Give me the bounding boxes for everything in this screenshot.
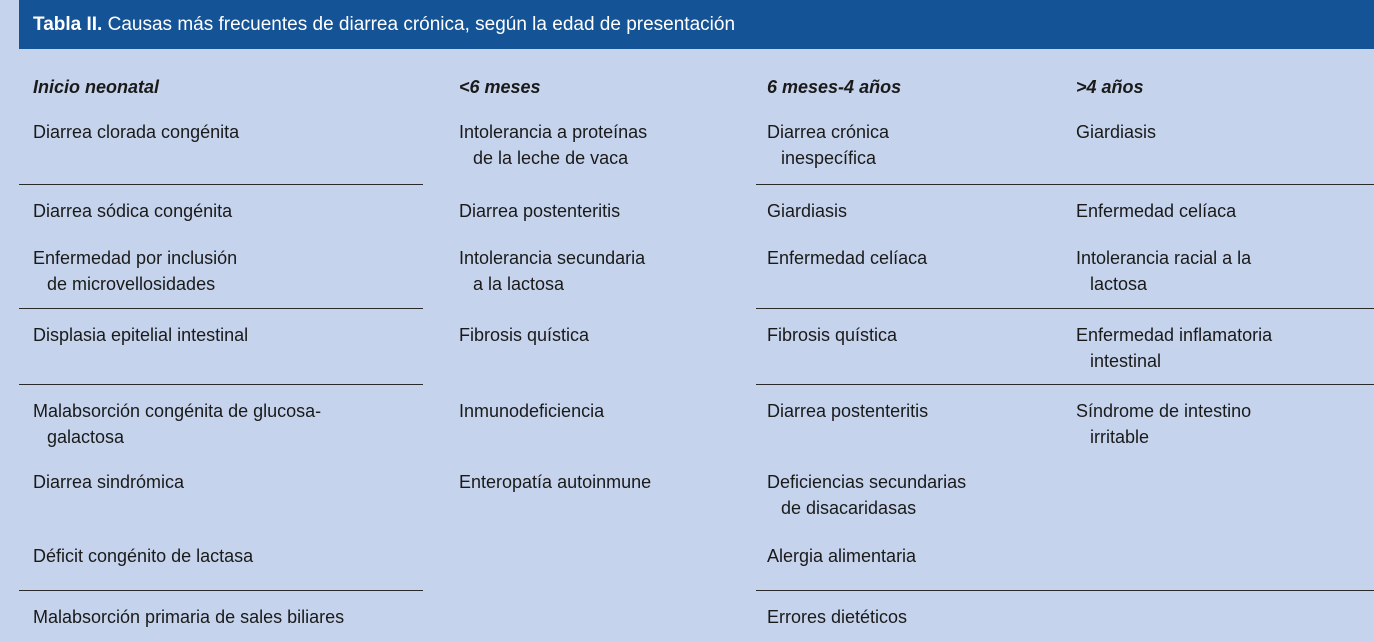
table-cell: Intolerancia secundaria a la lactosa <box>459 248 646 294</box>
table-cell: Intolerancia racial a la lactosa <box>1076 248 1252 294</box>
table-cell: Enteropatía autoinmune <box>459 472 652 492</box>
column-header-under-6-months: <6 meses <box>459 77 541 97</box>
table-cell: Enfermedad celíaca <box>767 248 928 268</box>
row-divider <box>19 308 423 309</box>
table-cell: Displasia epitelial intestinal <box>33 325 249 345</box>
table-cell: Diarrea postenteritis <box>767 401 929 421</box>
table-cell: Diarrea crónica inespecífica <box>767 122 890 168</box>
table-title-label: Tabla II. <box>33 14 103 35</box>
table-cell: Errores dietéticos <box>767 607 908 627</box>
table-cell: Intolerancia a proteínas de la leche de vaca <box>459 122 648 168</box>
column-header-neonatal: Inicio neonatal <box>33 77 160 97</box>
table-cell: Enfermedad celíaca <box>1076 201 1237 221</box>
row-divider <box>19 184 423 185</box>
row-divider <box>756 184 1374 185</box>
table-cell: Inmunodeficiencia <box>459 401 605 421</box>
column-header-6-months-4-years: 6 meses-4 años <box>767 77 902 97</box>
table-cell: Malabsorción primaria de sales biliares <box>33 607 345 627</box>
table-cell: Giardiasis <box>767 201 848 221</box>
table-cell: Alergia alimentaria <box>767 546 917 566</box>
row-divider <box>19 590 423 591</box>
table-cell: Enfermedad inflamatoria intestinal <box>1076 325 1273 371</box>
table-cell: Diarrea clorada congénita <box>33 122 240 142</box>
table-cell: Déficit congénito de lactasa <box>33 546 254 566</box>
row-divider <box>756 308 1374 309</box>
table-title-text: Causas más frecuentes de diarrea crónica, según la edad de presentación <box>107 14 736 35</box>
table-cell: Giardiasis <box>1076 122 1157 142</box>
table-cell: Síndrome de intestino irritable <box>1076 401 1252 447</box>
row-divider <box>756 590 1374 591</box>
table-cell: Deficiencias secundarias de disacaridasas <box>767 472 967 518</box>
causes-table <box>19 49 1374 641</box>
table-cell: Diarrea postenteritis <box>459 201 621 221</box>
table-cell: Enfermedad por inclusión de microvellosidades <box>33 248 238 294</box>
row-divider <box>19 384 423 385</box>
table-title-bar <box>19 0 1374 49</box>
table-cell: Fibrosis quística <box>459 325 590 345</box>
table-cell: Diarrea sindrómica <box>33 472 185 492</box>
table-cell: Malabsorción congénita de glucosa- galactosa <box>33 401 322 447</box>
column-header-over-4-years: >4 años <box>1076 77 1144 97</box>
table-cell: Diarrea sódica congénita <box>33 201 233 221</box>
row-divider <box>756 384 1374 385</box>
table-cell: Fibrosis quística <box>767 325 898 345</box>
